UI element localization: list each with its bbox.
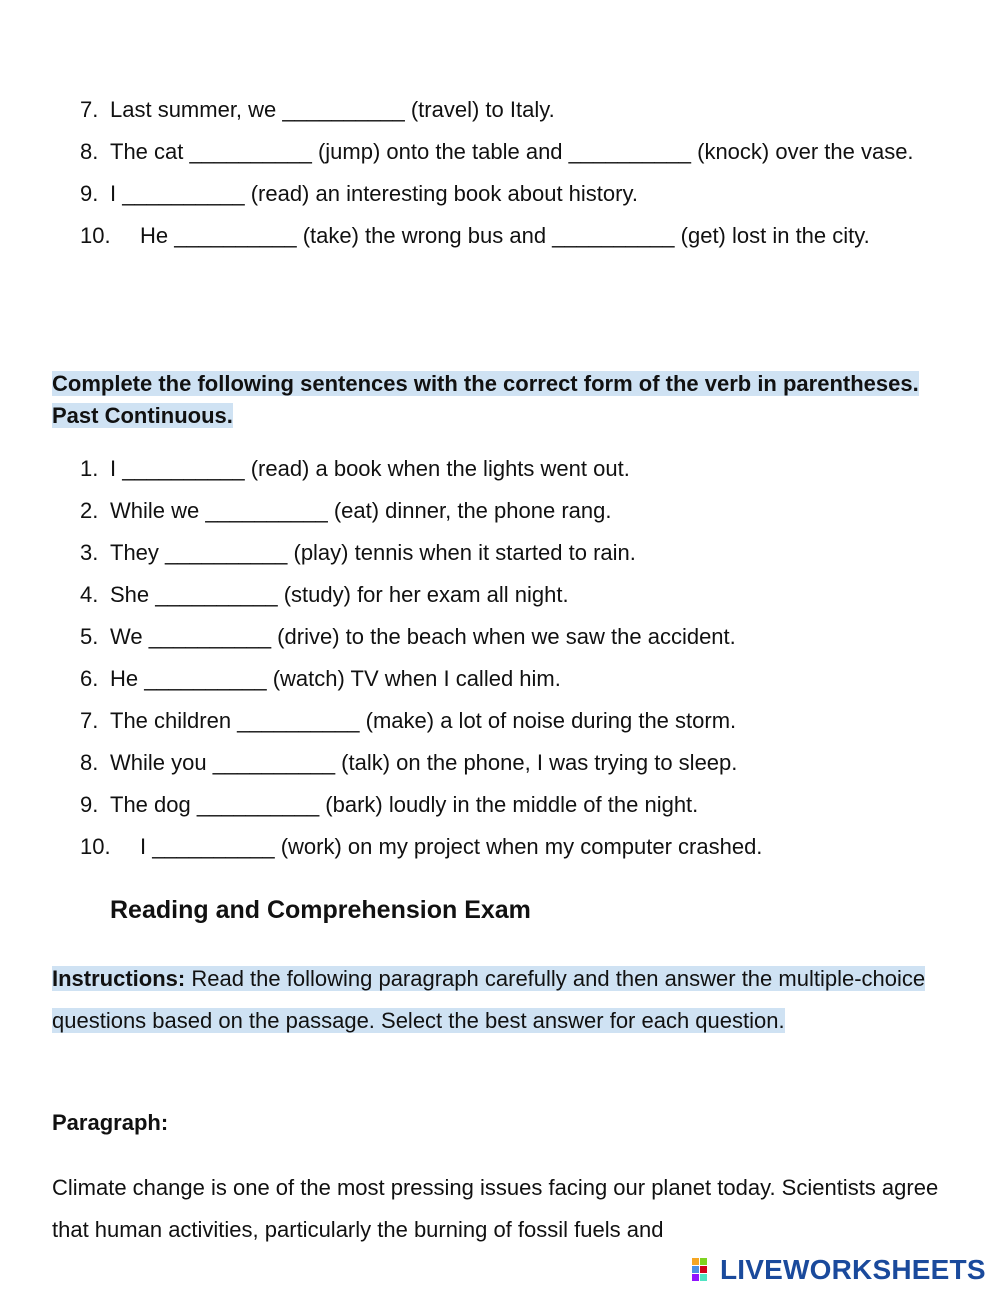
exercise-item-text: The dog __________ (bark) loudly in the middle of the night. — [110, 792, 699, 817]
instructions-text: Read the following paragraph carefully and then answer the multiple-choice questions based on the passage. Select the best answer for each question. — [52, 966, 926, 1033]
exercise-item-number: 7. — [80, 708, 99, 733]
exercise-item — [0, 532, 802, 574]
exercise-item-number: 1. — [80, 456, 99, 481]
exercise-item — [0, 742, 802, 784]
exercise-item-text: While we __________ (eat) dinner, the phone rang. — [110, 498, 612, 523]
exercise-item — [0, 826, 802, 868]
exercise-item — [0, 89, 954, 131]
paragraph-text: Climate change is one of the most pressing issues facing our planet today. Scientists agree that human activities, particularly the burning of fossil fuels and — [52, 1175, 939, 1242]
exercise-item-text: He __________ (take) the wrong bus and __________ (get) lost in the city. — [140, 223, 870, 248]
section-instruction — [52, 368, 952, 432]
exercise-item — [0, 131, 954, 173]
reading-instructions — [52, 958, 952, 1042]
instructions-label: Instructions: — [52, 966, 186, 991]
paragraph-label: Paragraph: — [52, 1110, 169, 1135]
exercise-item-number: 4. — [80, 582, 99, 607]
liveworksheets-logo-icon — [692, 1258, 716, 1282]
exercise-list-simple-past — [0, 89, 954, 257]
exercise-item — [0, 658, 802, 700]
reading-section-title: Reading and Comprehension Exam — [110, 896, 531, 924]
exercise-item-number: 5. — [80, 624, 99, 649]
exercise-item — [0, 616, 802, 658]
exercise-item-text: The cat __________ (jump) onto the table and __________ (knock) over the vase. — [110, 139, 914, 164]
liveworksheets-logo-text: LIVEWORKSHEETS — [720, 1254, 986, 1285]
exercise-item-text: I __________ (read) a book when the lights went out. — [110, 456, 630, 481]
exercise-item-text: The children __________ (make) a lot of noise during the storm. — [110, 708, 737, 733]
exercise-item — [0, 448, 802, 490]
exercise-item-text: Last summer, we __________ (travel) to Italy. — [110, 97, 555, 122]
exercise-item-number: 8. — [80, 139, 99, 164]
exercise-item-text: She __________ (study) for her exam all night. — [110, 582, 569, 607]
exercise-item-text: We __________ (drive) to the beach when we saw the accident. — [110, 624, 736, 649]
exercise-item — [0, 173, 954, 215]
exercise-item-text: I __________ (read) an interesting book about history. — [110, 181, 638, 206]
exercise-item-number: 7. — [80, 97, 99, 122]
exercise-item-number: 9. — [80, 181, 99, 206]
exercise-item — [0, 490, 802, 532]
instructions-highlight — [52, 966, 925, 1033]
exercise-item — [0, 574, 802, 616]
exercise-item-number: 3. — [80, 540, 99, 565]
exercise-item-number: 8. — [80, 750, 99, 775]
exercise-item-text: I __________ (work) on my project when my computer crashed. — [140, 834, 763, 859]
exercise-list-past-continuous — [0, 448, 802, 868]
exercise-item-number: 2. — [80, 498, 99, 523]
exercise-item — [0, 784, 802, 826]
exercise-item — [0, 700, 802, 742]
exercise-item-number: 9. — [80, 792, 99, 817]
exercise-item-text: He __________ (watch) TV when I called him. — [110, 666, 561, 691]
exercise-item — [0, 215, 954, 257]
exercise-item-number: 6. — [80, 666, 99, 691]
exercise-item-text: They __________ (play) tennis when it started to rain. — [110, 540, 636, 565]
exercise-item-text: While you __________ (talk) on the phone, I was trying to sleep. — [110, 750, 738, 775]
liveworksheets-brand[interactable] — [692, 1254, 986, 1286]
exercise-item-number: 10. — [80, 834, 111, 859]
section-instruction-text: Complete the following sentences with the correct form of the verb in parentheses. Past Continuous. — [52, 371, 919, 428]
exercise-item-number: 10. — [80, 223, 111, 248]
